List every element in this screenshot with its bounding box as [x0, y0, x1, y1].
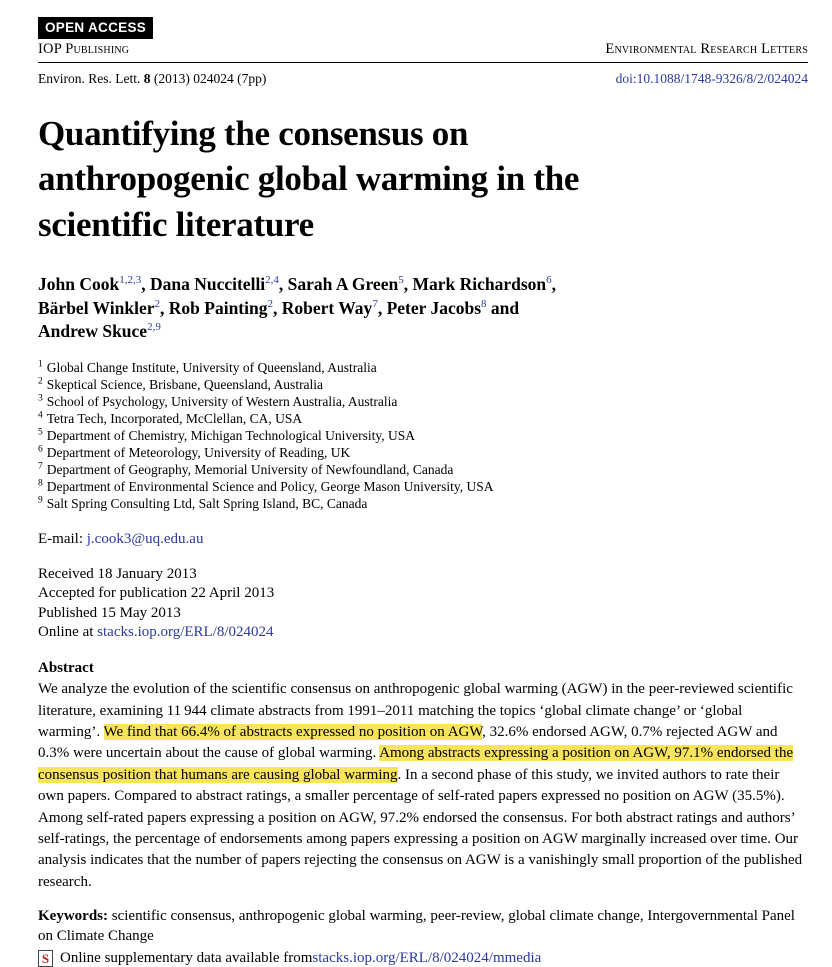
author-affiliation-sup: 2,9	[147, 321, 161, 334]
author-line	[38, 320, 808, 344]
affiliation-item: $^1$ Global Change Institute, University of Queensland, Australia	[38, 359, 377, 375]
accepted-date: Accepted for publication 22 April 2013	[38, 585, 275, 602]
abstract-text	[38, 679, 808, 893]
keywords-label: Keywords:	[38, 908, 108, 924]
author-separator: ,	[403, 274, 413, 294]
author-name: Dana Nuccitelli	[149, 274, 266, 294]
author-affiliation-sup: 5	[398, 274, 404, 287]
supplementary-link[interactable]: stacks.iop.org/ERL/8/024024/mmedia	[312, 949, 542, 966]
received-date: Received 18 January 2013	[38, 565, 197, 582]
citation-volume: 8	[143, 70, 151, 86]
header	[38, 17, 808, 87]
author-line	[38, 273, 808, 297]
author-name: Andrew Skuce	[38, 321, 148, 342]
author-name: John Cook	[38, 274, 120, 294]
affiliation-number: 4	[38, 410, 43, 421]
author-separator: ,	[551, 274, 557, 294]
affiliation-item: $^5$ Department of Chemistry, Michigan Technological University, USA	[38, 427, 415, 443]
supplementary-text: Online supplementary data available from	[60, 949, 313, 966]
keywords-text: scientific consensus, anthropogenic global warming, peer-review, global climate change, Intergovernmental Panel on Climate Change	[38, 908, 795, 945]
email-link[interactable]: j.cook3@uq.edu.au	[86, 530, 204, 547]
abstract-highlight: We find that 66.4% of abstracts expressed no position on AGW	[103, 724, 483, 740]
supplementary-row	[38, 950, 808, 967]
abstract-segment: . In a second phase of this study, we invited authors to rate their own papers. Compared to abstract ratings, a smaller percentage of self-rated papers expressed no position on AGW (35.5%). Among self-rated papers expressing a position on AGW, 97.2% endorsed the consensus. For both abstract ratings and authors’ self-ratings, the percentage of endorsements among papers expressing a position on AGW marginally increased over time. Our analysis indicates that the number of papers rejecting the consensus on AGW is a vanishingly small proportion of the published research.	[38, 766, 803, 890]
affiliation-item: $^2$ Skeptical Science, Brisbane, Queensland, Australia	[38, 376, 324, 392]
author-separator: ,	[278, 274, 288, 294]
author-affiliation-sup: 7	[372, 297, 378, 310]
affiliation-number: 6	[38, 444, 43, 455]
author-name: Robert Way	[281, 297, 373, 318]
author-name: Sarah A Green	[287, 274, 399, 294]
citation: Environ. Res. Lett. 8 (2013) 024024 (7pp)	[38, 70, 267, 86]
author-separator: ,	[160, 297, 169, 318]
author-separator: ,	[272, 297, 282, 318]
title-line: Quantifying the consensus on	[38, 113, 469, 153]
author-separator: and	[486, 297, 520, 318]
affiliation-number: 5	[38, 427, 43, 438]
author-affiliation-sup: 8	[481, 297, 487, 310]
affiliation-number: 9	[38, 495, 43, 506]
author-name: Rob Painting	[168, 297, 268, 318]
title-line: anthropogenic global warming in the	[38, 159, 580, 198]
article-history	[38, 565, 808, 643]
citation-row	[38, 71, 808, 87]
author-affiliation-sup: 2,4	[265, 274, 279, 287]
affiliation-item: $^3$ School of Psychology, University of Western Australia, Australia	[38, 393, 398, 409]
supplementary-data-icon: S	[38, 950, 53, 967]
affiliation-item: $^9$ Salt Spring Consulting Ltd, Salt Spring Island, BC, Canada	[38, 495, 368, 511]
author-name: Peter Jacobs	[386, 297, 482, 318]
author-affiliation-sup: 2	[154, 297, 161, 310]
affiliation-number: 1	[38, 359, 43, 370]
email-label: E-mail:	[38, 530, 87, 547]
affiliation-number: 7	[38, 461, 43, 472]
open-access-badge: OPEN ACCESS	[38, 17, 153, 39]
online-label: Online at	[38, 624, 98, 641]
doi-link[interactable]: doi:10.1088/1748-9326/8/2/024024	[615, 70, 808, 86]
abstract-highlight: Among abstracts expressing a position on AGW, 97.1% endorsed the consensus position that humans are causing global warming	[38, 745, 794, 783]
journal-name: Environmental Research Letters	[605, 40, 808, 57]
keywords-row	[38, 906, 808, 947]
abstract-segment: , 32.6% endorsed AGW, 0.7% rejected AGW and 0.3% were uncertain about the cause of global warming.	[38, 724, 778, 762]
affiliation-item: $^4$ Tetra Tech, Incorporated, McClellan, CA, USA	[38, 410, 303, 426]
author-separator: ,	[377, 297, 387, 318]
email-row	[38, 531, 808, 548]
abstract-heading: Abstract	[38, 659, 94, 676]
author-list	[38, 273, 808, 344]
author-affiliation-sup: 1,2,3	[119, 274, 142, 287]
author-name: Bärbel Winkler	[38, 297, 155, 318]
paper-title	[38, 111, 808, 248]
affiliation-number: 8	[38, 478, 43, 489]
affiliation-list	[38, 359, 808, 512]
abstract-section	[38, 658, 808, 893]
publisher-name: IOP Publishing	[38, 40, 130, 57]
affiliation-number: 3	[38, 393, 43, 404]
affiliation-item: $^8$ Department of Environmental Science and Policy, George Mason University, USA	[38, 478, 494, 494]
publisher-row	[38, 41, 808, 63]
affiliation-item: $^7$ Department of Geography, Memorial University of Newfoundland, Canada	[38, 461, 454, 477]
published-date: Published 15 May 2013	[38, 604, 181, 621]
title-line: scientific literature	[38, 204, 314, 244]
author-name: Mark Richardson	[412, 274, 547, 294]
author-affiliation-sup: 6	[546, 274, 552, 287]
abstract-segment: We analyze the evolution of the scientific consensus on anthropogenic global warming (AGW) in the peer-reviewed scientific literature, examining 11 944 climate abstracts from 1991–2011 matching the topics ‘global climate change’ or ‘global warming’.	[38, 681, 793, 740]
author-line	[38, 297, 808, 321]
online-link[interactable]: stacks.iop.org/ERL/8/024024	[97, 624, 274, 641]
affiliation-item: $^6$ Department of Meteorology, University of Reading, UK	[38, 444, 351, 460]
author-separator: ,	[141, 274, 150, 294]
author-affiliation-sup: 2	[267, 297, 273, 310]
affiliation-number: 2	[38, 376, 43, 387]
online-row	[38, 623, 808, 643]
